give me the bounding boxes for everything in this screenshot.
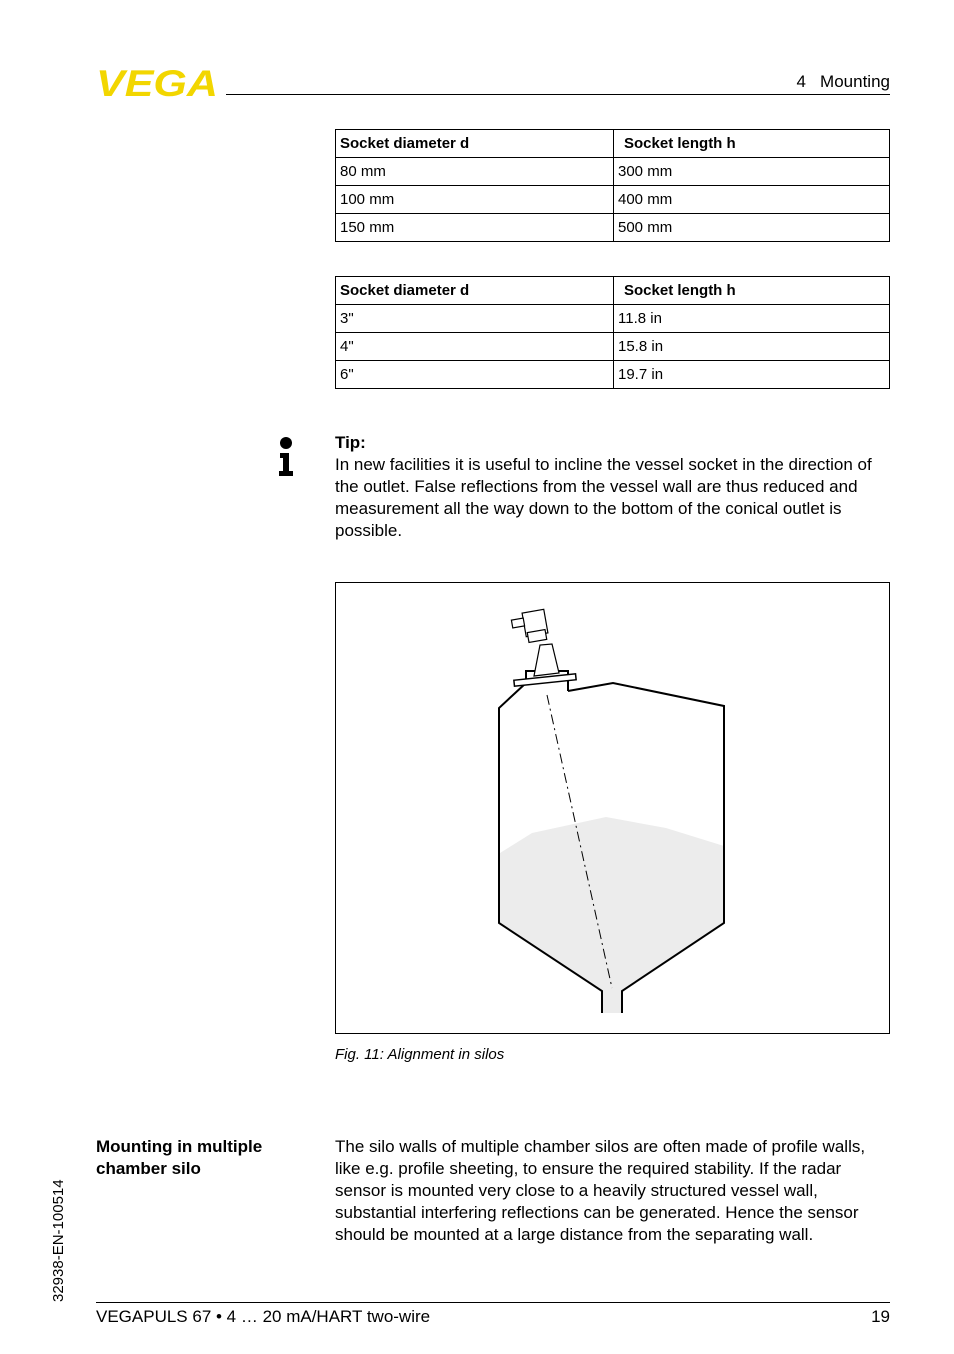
table-cell: 19.7 in bbox=[614, 361, 890, 389]
bulk-material bbox=[500, 817, 724, 1013]
info-icon bbox=[276, 436, 296, 478]
section-body-text: The silo walls of multiple chamber silos are often made of profile walls, like e.g. profile sheeting, to ensure the required stability. If the radar sensor is mounted very close to a heavily structured vessel wall, substantial interfering reflections can be generated. Hence the sensor should be mounted at a large distance from the separating wall. bbox=[335, 1137, 866, 1244]
table-row bbox=[336, 305, 890, 333]
table-row bbox=[336, 186, 890, 214]
table-row bbox=[336, 214, 890, 242]
table-row bbox=[336, 333, 890, 361]
header-section-title: 4 Mounting bbox=[796, 72, 890, 91]
vega-logo bbox=[96, 66, 220, 98]
tip-text: In new facilities it is useful to incline the vessel socket in the direction of the outlet. False reflections from the vessel wall are thus reduced and measurement all the way down to the bottom of the conical outlet is possible. bbox=[335, 455, 872, 540]
table-header-cell: Socket length h bbox=[614, 130, 890, 158]
table-cell: 500 mm bbox=[614, 214, 890, 242]
table-header-cell: Socket length h bbox=[614, 277, 890, 305]
footer-product: VEGAPULS 67 • 4 … 20 mA/HART two-wire bbox=[96, 1307, 431, 1326]
table-cell: 400 mm bbox=[614, 186, 890, 214]
socket-table-metric bbox=[335, 129, 890, 242]
horn-antenna bbox=[534, 644, 559, 676]
table-cell: 300 mm bbox=[614, 158, 890, 186]
svg-text:VEGA: VEGA bbox=[96, 66, 218, 98]
tip-title: Tip: bbox=[335, 433, 366, 452]
table-cell: 11.8 in bbox=[614, 305, 890, 333]
table-cell: 100 mm bbox=[336, 186, 614, 214]
table-row bbox=[336, 361, 890, 389]
table-cell: 6" bbox=[336, 361, 614, 389]
cable-gland bbox=[511, 618, 524, 628]
table-cell: 4" bbox=[336, 333, 614, 361]
table-cell: 80 mm bbox=[336, 158, 614, 186]
table-row bbox=[336, 158, 890, 186]
page-number: 19 bbox=[871, 1307, 890, 1326]
table-header-cell: Socket diameter d bbox=[336, 130, 614, 158]
tip-block bbox=[335, 432, 891, 542]
silo-alignment-figure bbox=[335, 582, 890, 1034]
flange bbox=[514, 674, 576, 686]
table-cell: 3" bbox=[336, 305, 614, 333]
table-header-cell: Socket diameter d bbox=[336, 277, 614, 305]
table-cell: 150 mm bbox=[336, 214, 614, 242]
document-id: 32938-EN-100514 bbox=[50, 1179, 67, 1302]
silo-illustration bbox=[336, 583, 889, 1033]
header-rule bbox=[226, 94, 890, 95]
socket-table-imperial bbox=[335, 276, 890, 389]
table-header-row bbox=[336, 277, 890, 305]
section-heading: Mounting in multiple chamber silo bbox=[96, 1137, 263, 1178]
table-header-row bbox=[336, 130, 890, 158]
footer-rule bbox=[96, 1302, 890, 1303]
figure-caption: Fig. 11: Alignment in silos bbox=[335, 1046, 505, 1063]
table-cell: 15.8 in bbox=[614, 333, 890, 361]
